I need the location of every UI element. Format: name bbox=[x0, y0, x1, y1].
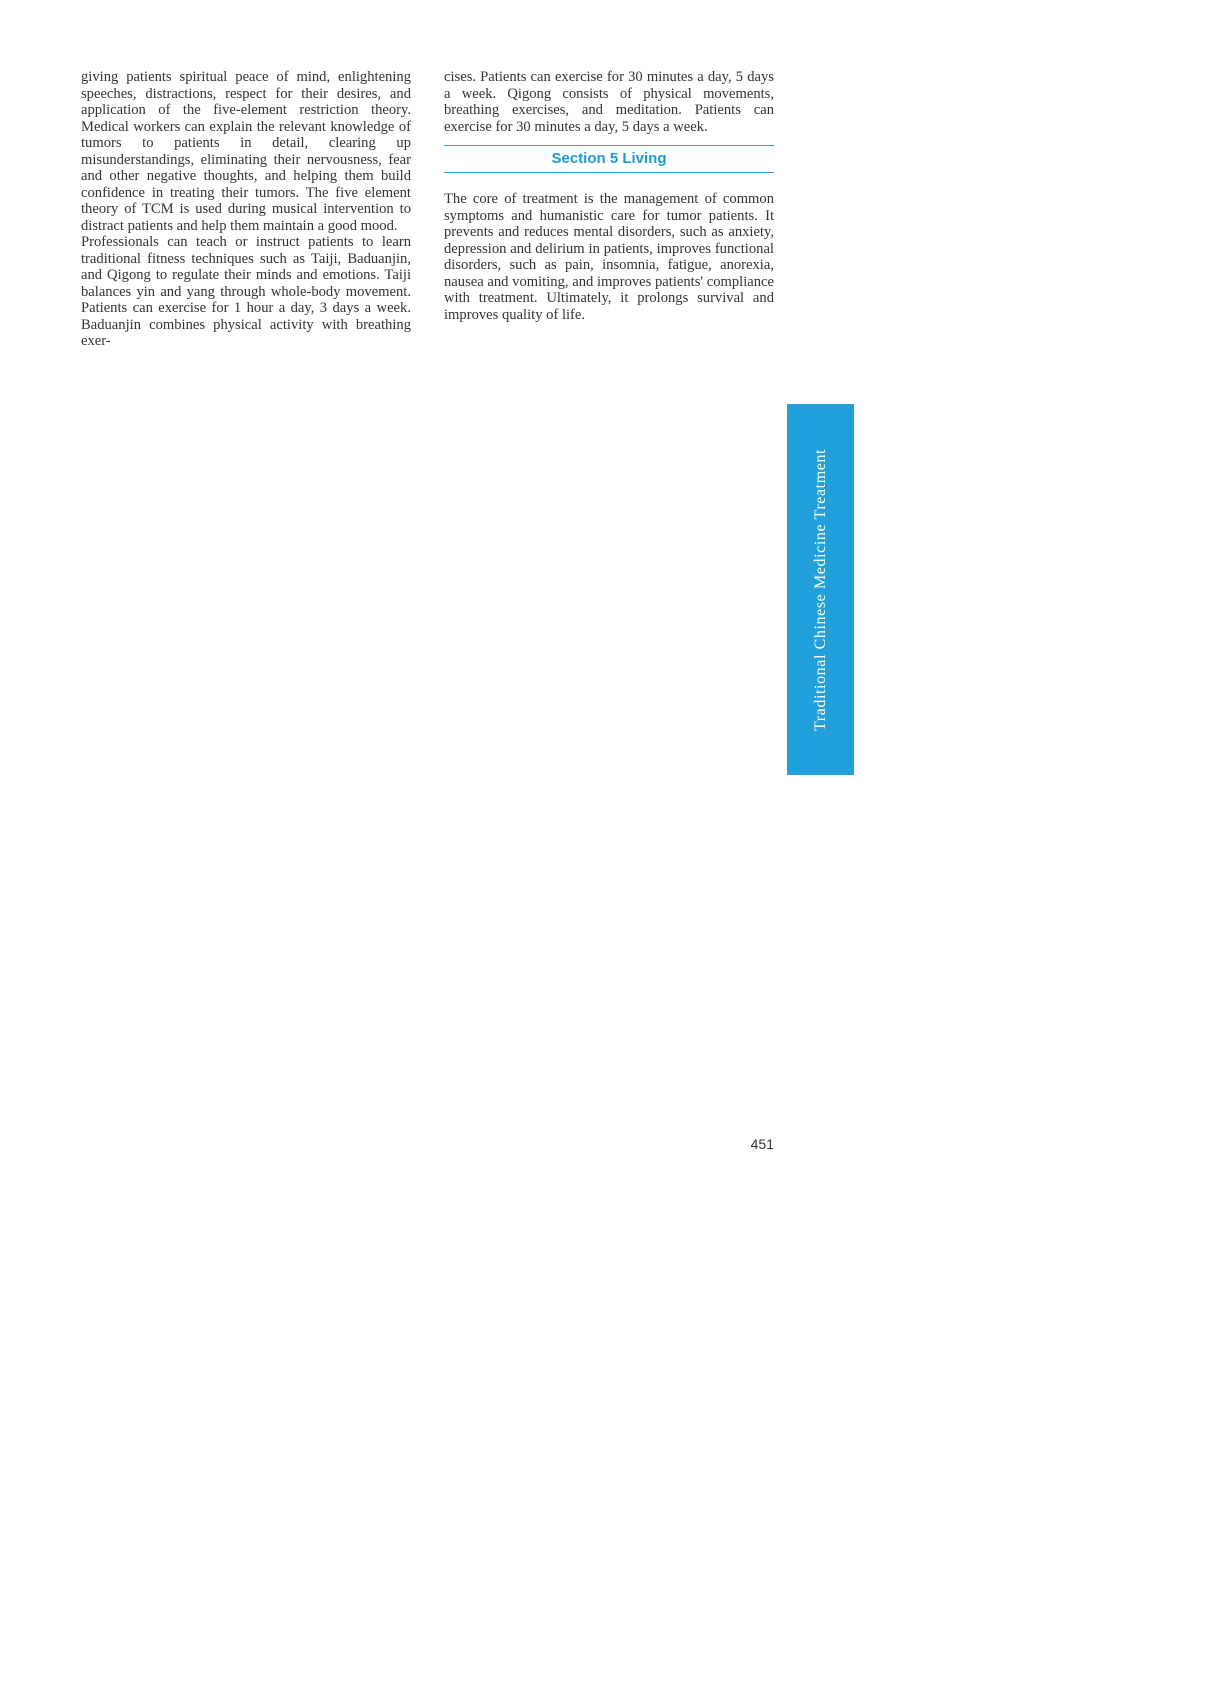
right-paragraph-body: The core of treatment is the management of common symptoms and humanistic care for tumor patients. It prevents and reduces mental disorders, such as anxiety, depression and delirium in patients, improves functional disorders, such as pain, insomnia, fatigue, anorexia, nausea and vomiting, and improves patients' compliance with treatment. Ultimately, it prolongs survival and improves quality of life. bbox=[444, 191, 774, 323]
left-paragraph-2: Professionals can teach or instruct patients to learn traditional fitness techniques such as Taiji, Baduanjin, and Qigong to regulate their minds and emotions. Taiji balances yin and yang through whole-body movement. Patients can exercise for 1 hour a day, 3 days a week. Baduanjin combines physical activity with breathing exer- bbox=[81, 234, 411, 349]
chapter-side-tab-label: Traditional Chinese Medicine Treatment bbox=[811, 448, 829, 731]
page-number: 451 bbox=[750, 1136, 774, 1152]
chapter-side-tab bbox=[787, 404, 854, 775]
left-paragraph-1: giving patients spiritual peace of mind, enlightening speeches, distractions, respect for their desires, and application of the five-element restriction theory. Medical workers can explain the relevant knowledge of tumors to patients in detail, clearing up misunderstandings, eliminating their nervousness, fear and other negative thoughts, and helping them build confidence in treating their tumors. The five element theory of TCM is used during musical intervention to distract patients and help them maintain a good mood. bbox=[81, 69, 411, 234]
right-paragraph-intro: cises. Patients can exercise for 30 minutes a day, 5 days a week. Qigong consists of physical movements, breathing exercises, and meditation. Patients can exercise for 30 minutes a day, 5 days a week. bbox=[444, 69, 774, 135]
section-heading: Section 5 Living bbox=[444, 145, 774, 173]
right-column bbox=[444, 69, 774, 323]
left-column bbox=[81, 69, 411, 350]
